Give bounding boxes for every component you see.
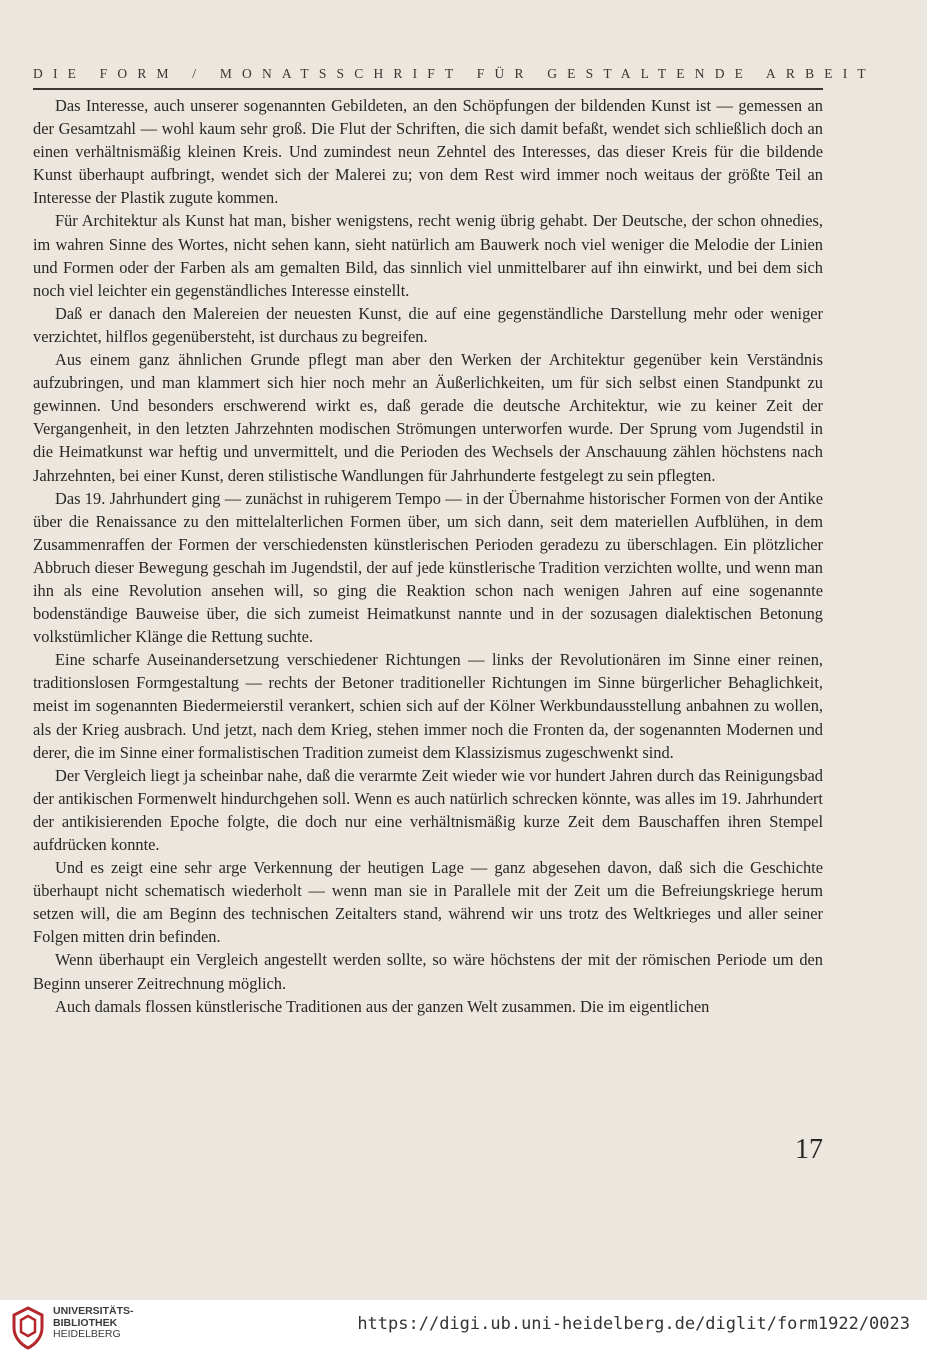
page-number: 17 (795, 1134, 823, 1165)
paragraph: Der Vergleich liegt ja scheinbar nahe, daß die verarmte Zeit wieder wie vor hundert Jahren durch das Reinigungsbad der antikischen Formenwelt hindurchgehen soll. Wenn es auch natürlich schrecken könnte, was alles im 19. Jahrhundert der antikisierenden Epoche folgte, die doch nur eine verhältnismäßig kurze Zeit dem Bauschaffen ihren Stempel aufdrücken konnte. (33, 765, 823, 854)
university-library-logo-icon[interactable] (12, 1306, 44, 1350)
library-line: HEIDELBERG (53, 1328, 121, 1340)
paragraph: Wenn überhaupt ein Vergleich angestellt werden sollte, so wäre höchstens der mit der römischen Periode um den Beginn unserer Zeitrechnung möglich. (33, 950, 823, 993)
paragraph: Auch damals flossen künstlerische Traditionen aus der ganzen Welt zusammen. Die im eigentlichen (55, 996, 710, 1016)
permalink-url[interactable]: https://digi.ub.uni-heidelberg.de/diglit/form1922/0023 (357, 1314, 910, 1334)
paragraph: Eine scharfe Auseinandersetzung verschiedener Richtungen — links der Revolutionären im Sinne einer reinen, traditionslosen Formgestaltung — rechts der Betoner traditioneller Richtungen im Sinne bürgerlicher Behaglichkeit, meist im sogenannten Biedermeierstil verankert, schien sich auf der Kölner Werkbundausstellung anbahnen zu wollen, als der Krieg ausbrach. Und jetzt, nach dem Krieg, stehen immer noch die Fronten da, der sogenannten Modernen und derer, die im Sinne einer formalistischen Tradition zumeist dem Klassizismus zugeschwenkt sind. (33, 650, 823, 762)
paragraph: Und es zeigt eine sehr arge Verkennung der heutigen Lage — ganz abgesehen davon, daß sich die Geschichte überhaupt nicht schematisch wiederholt — wenn man sie in Parallele mit der Zeit um die Befreiungskriege herum setzen will, die am Beginn des technischen Zeitalters stand, während wir uns trotz des Weltkrieges und aller seiner Folgen mitten drin befinden. (33, 858, 823, 947)
paragraph: Das 19. Jahrhundert ging — zunächst in ruhigerem Tempo — in der Übernahme historischer Formen von der Antike über die Renaissance zu den mittelalterlichen Formen über, um sich dann, seit dem materiellen Aufblühen, in dem Zusammenraffen der Formen der verschiedensten künstlerischen Perioden geradezu zu überschlagen. Ein plötzlicher Abbruch dieser Bewegung geschah im Jugendstil, der auf jede künstlerische Tradition verzichten wollte, und wenn man ihn als eine Revolution ansehen will, so ging die Reaktion schon nach wenigen Jahren auf eine sogenannte bodenständige Bauweise über, die sich zumeist Heimatkunst nannte und in der sozusagen dialektischen Betonung volkstümlicher Klänge die Rettung suchte. (33, 488, 823, 647)
library-name (53, 1306, 134, 1341)
paragraph: Für Architektur als Kunst hat man, bisher wenigstens, recht wenig übrig gehabt. Der Deutsche, der schon ohnedies, im wahren Sinne des Wortes, nicht sehen kann, sieht natürlich am Bauwerk noch viel weniger die Melodie der Linien und Formen oder der Farben als am gemalten Bild, das sinnlich viel unmittelbarer auf ihn einwirkt, und bei dem sich noch viel leichter ein gegenständliches Interesse einstellt. (33, 211, 823, 300)
paragraph: Daß er danach den Malereien der neuesten Kunst, die auf eine gegenständliche Darstellung mehr oder weniger verzichtet, hilflos gegenübersteht, ist durchaus zu begreifen. (33, 303, 823, 346)
header-rule (33, 88, 823, 90)
library-line: BIBLIOTHEK (53, 1316, 118, 1329)
body-text (33, 94, 823, 1018)
paragraph: Aus einem ganz ähnlichen Grunde pflegt man aber den Werken der Architektur gegenüber kein Verständnis aufzubringen, und man klammert sich hier noch mehr an Äußerlichkeiten, um für sich selbst einen Standpunkt zu gewinnen. Und besonders erschwerend wirkt es, daß gerade die deutsche Architektur, wie zu keiner Zeit der Vergangenheit, in den letzten Jahrzehnten modischen Strömungen unterworfen wurde. Der Sprung vom Jugendstil in die Heimatkunst war heftig und unvermittelt, und die Perioden des Wechsels der Anschauung zählen höchstens nach Jahrzehnten, bei einer Kunst, deren stilistische Wandlungen für Jahrhunderte festgelegt zu sein pflegten. (33, 350, 823, 485)
paragraph: Das Interesse, auch unserer sogenannten Gebildeten, an den Schöpfungen der bildenden Kunst ist — gemessen an der Gesamtzahl — wohl kaum sehr groß. Die Flut der Schriften, die sich damit befaßt, wendet sich schließlich doch an einen verhältnismäßig kleinen Kreis. Und zumindest neun Zehntel des Interesses, das dieser Kreis für die bildende Kunst überhaupt aufbringt, wendet sich der Malerei zu; von dem Rest wird immer noch weitaus der größte Teil an Interesse der Plastik zugute kommen. (33, 96, 823, 208)
running-head: DIE FORM / MONATSSCHRIFT FÜR GESTALTENDE ARBEIT (33, 66, 876, 81)
library-line: UNIVERSITÄTS- (53, 1305, 134, 1317)
